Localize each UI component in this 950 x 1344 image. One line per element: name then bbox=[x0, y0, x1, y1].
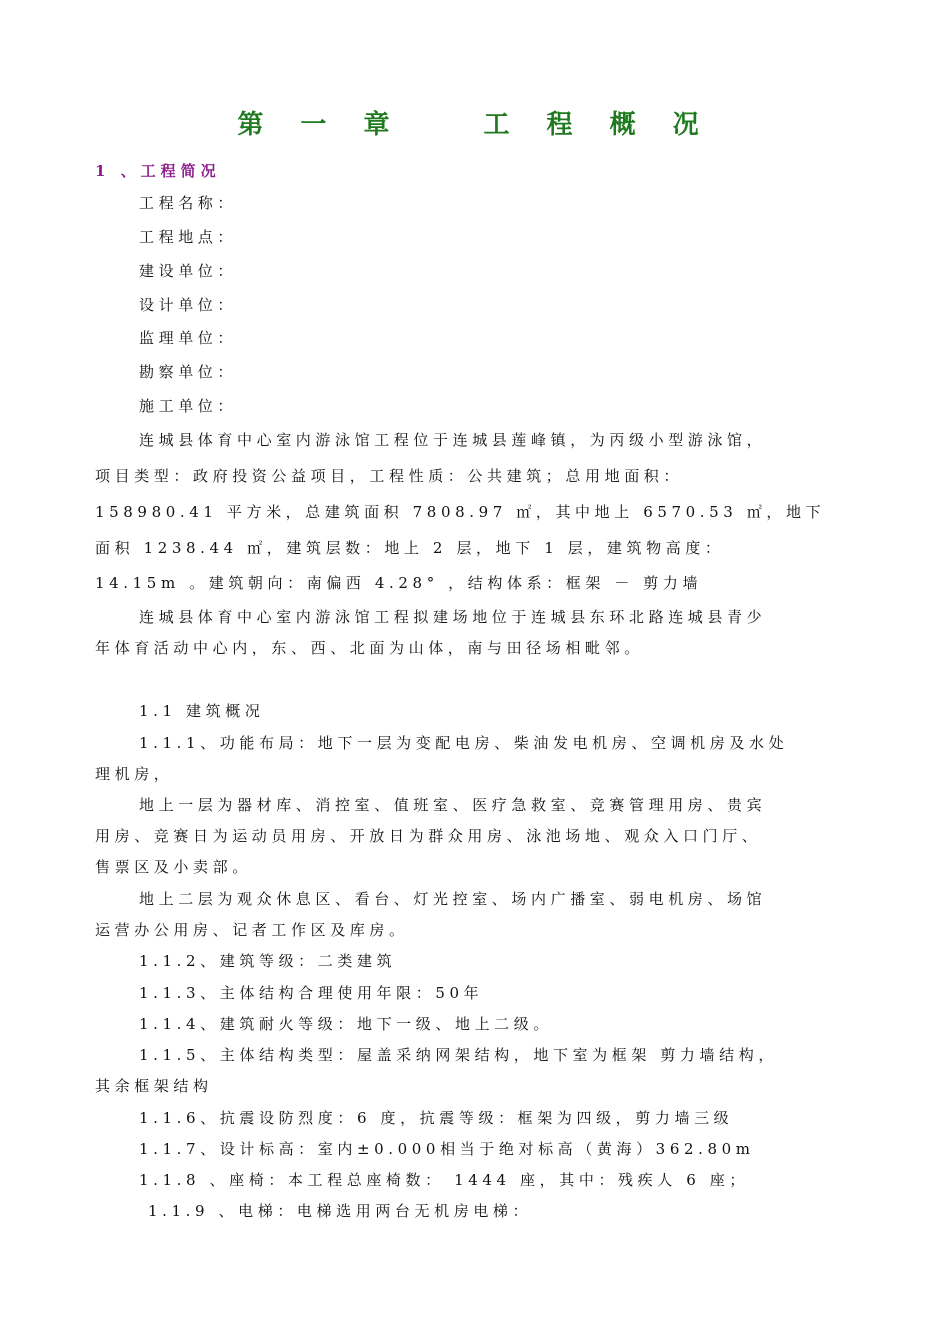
paragraph-line: 14.15m 。建筑朝向：南偏西 4.28° ，结构体系：框架 － 剪力墙 bbox=[95, 574, 703, 592]
item-1-1-1-second: 地上二层为观众休息区、看台、灯光控室、场内广播室、弱电机房、场馆 bbox=[139, 890, 767, 908]
item-1-1-1-ground-cont: 用房、竞赛日为运动员用房、开放日为群众用房、泳池场地、观众入口门厅、 bbox=[95, 827, 762, 845]
item-1-1-7: 1.1.7、设计标高：室内±0.000相当于绝对标高（黄海）362.80m bbox=[139, 1140, 755, 1158]
item-1-1-8: 1.1.8 、座椅：本工程总座椅数： 1444 座，其中：残疾人 6 座； bbox=[139, 1171, 749, 1189]
paragraph-line: 158980.41 平方米，总建筑面积 7808.97 ㎡，其中地上 6570.53 ㎡，地下 bbox=[95, 503, 826, 521]
item-1-1-5-cont: 其余框架结构 bbox=[95, 1077, 213, 1095]
paragraph-line: 面积 1238.44 ㎡，建筑层数：地上 2 层，地下 1 层，建筑物高度： bbox=[95, 539, 725, 557]
field-owner: 建设单位： bbox=[139, 262, 238, 280]
section-heading: 1 、工程简况 bbox=[95, 162, 221, 180]
chapter-name: 工 程 概 况 bbox=[483, 110, 713, 140]
item-1-1-1-cont: 理机房， bbox=[95, 765, 174, 783]
item-1-1-1-ground-cont: 售票区及小卖部。 bbox=[95, 858, 252, 876]
field-surveyor: 勘察单位： bbox=[139, 363, 238, 381]
field-designer: 设计单位： bbox=[139, 296, 238, 314]
paragraph-line: 项目类型：政府投资公益项目，工程性质：公共建筑；总用地面积： bbox=[95, 467, 684, 485]
item-1-1-1-ground: 地上一层为器材库、消控室、值班室、医疗急救室、竞赛管理用房、贵宾 bbox=[139, 796, 767, 814]
field-supervisor: 监理单位： bbox=[139, 329, 238, 347]
paragraph-line: 连城县体育中心室内游泳馆工程拟建场地位于连城县东环北路连城县青少 bbox=[139, 608, 767, 626]
item-1-1-9: 1.1.9 、电梯：电梯选用两台无机房电梯： bbox=[148, 1202, 533, 1220]
item-1-1-2: 1.1.2、建筑等级：二类建筑 bbox=[139, 952, 397, 970]
subsection-heading: 1.1 建筑概况 bbox=[139, 702, 265, 720]
paragraph-line: 连城县体育中心室内游泳馆工程位于连城县莲峰镇，为丙级小型游泳馆， bbox=[139, 431, 767, 449]
item-1-1-3: 1.1.3、主体结构合理使用年限：50年 bbox=[139, 984, 484, 1002]
chapter-number: 第 一 章 bbox=[237, 110, 404, 140]
paragraph-line: 年体育活动中心内，东、西、北面为山体，南与田径场相毗邻。 bbox=[95, 639, 644, 657]
field-project-location: 工程地点： bbox=[139, 228, 238, 246]
field-contractor: 施工单位： bbox=[139, 397, 238, 415]
item-1-1-1-second-cont: 运营办公用房、记者工作区及库房。 bbox=[95, 921, 409, 939]
field-project-name: 工程名称： bbox=[139, 194, 238, 212]
item-1-1-5: 1.1.5、主体结构类型：屋盖采纳网架结构，地下室为框架 剪力墙结构， bbox=[139, 1046, 778, 1064]
item-1-1-1: 1.1.1、功能布局：地下一层为变配电房、柴油发电机房、空调机房及水处 bbox=[139, 734, 789, 752]
item-1-1-4: 1.1.4、建筑耐火等级：地下一级、地上二级。 bbox=[139, 1015, 553, 1033]
chapter-title bbox=[0, 104, 950, 141]
item-1-1-6: 1.1.6、抗震设防烈度：6 度，抗震等级：框架为四级，剪力墙三级 bbox=[139, 1109, 734, 1127]
